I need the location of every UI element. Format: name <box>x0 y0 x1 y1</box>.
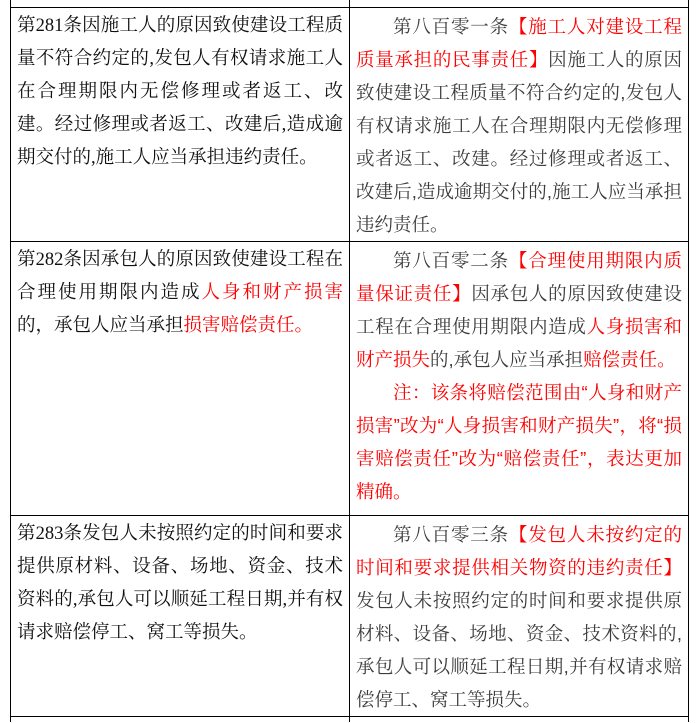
text-segment: 发包人未按照约定的时间和要求提供原材料、设备、场地、资金、技术资料的,承包人可以顺延工程日期,并有权请求赔偿停工、窝工等损失。 <box>356 589 682 710</box>
cropped-row-below <box>11 716 689 722</box>
text-segment: 的，承包人应当承担 <box>17 315 184 336</box>
text-segment: 的,承包人应当承担 <box>430 348 584 370</box>
text-segment: 【施工人对建设工程质量承担的民事责任】 <box>356 15 682 70</box>
table-row-article-282 <box>11 241 689 515</box>
new-law-cell-803 <box>350 515 689 716</box>
text-segment: 【合理使用期限内质量保证责任】 <box>356 249 682 304</box>
text-segment: 人身损害和财产损失 <box>356 315 682 370</box>
new-law-cell-802 <box>350 241 689 515</box>
cropped-row-above <box>11 0 689 7</box>
text-segment: 第八百零二条 <box>393 249 509 271</box>
text-segment: 第281条因施工人的原因致使建设工程质量不符合约定的,发包人有权请求施工人在合理期限内无偿修理或者返工、改建。经过修理或者返工、改建后,造成逾期交付的,施工人应当承担违约责任。 <box>17 15 343 168</box>
old-law-cell-283 <box>11 515 350 716</box>
text-segment: 损害赔偿责任。 <box>183 315 314 336</box>
cropped-cell <box>350 0 689 7</box>
cropped-cell <box>11 0 350 7</box>
text-segment: 第283条发包人未按照约定的时间和要求提供原材料、设备、场地、资金、技术资料的,承包人可以顺延工程日期,并有权请求赔偿停工、窝工等损失。 <box>17 523 343 643</box>
article-803-text <box>356 518 682 716</box>
table-row-article-281 <box>11 7 689 241</box>
text-segment: 第282条因承包人的原因致使建设工程在合理使用期限内造成 <box>17 249 343 303</box>
text-segment: 【发包人未按约定的时间和要求提供相关物资的违约责任】 <box>356 523 682 578</box>
text-segment: 第八百零三条 <box>393 523 509 545</box>
text-segment: 因承包人的原因致使建设工程在合理使用期限内造成 <box>356 282 682 337</box>
table-row-article-283 <box>11 515 689 716</box>
law-comparison-table <box>10 0 689 722</box>
text-segment: 第八百零一条 <box>393 15 509 37</box>
text-segment: 赔偿责任。 <box>583 348 676 370</box>
old-law-cell-282 <box>11 241 350 515</box>
article-802-text <box>356 244 682 376</box>
old-law-cell-281 <box>11 7 350 241</box>
cropped-cell <box>11 716 350 722</box>
text-segment: 注：该条将赔偿范围由“人身和财产损害”改为“人身损害和财产损失”，将“损害赔偿责任”改为“赔偿责任”，表达更加精确。 <box>356 381 682 502</box>
article-281-text <box>17 10 343 175</box>
article-283-text <box>17 518 343 650</box>
text-segment: 因施工人的原因致使建设工程质量不符合约定的,发包人有权请求施工人在合理期限内无偿修理或者返工、改建。经过修理或者返工、改建后,造成逾期交付的,施工人应当承担违约责任。 <box>356 48 682 235</box>
text-segment: 人身和财产损害 <box>201 282 343 303</box>
article-801-text <box>356 10 682 241</box>
new-law-cell-801 <box>350 7 689 241</box>
cropped-cell <box>350 716 689 722</box>
article-802-note <box>356 376 682 508</box>
article-282-text <box>17 244 343 343</box>
